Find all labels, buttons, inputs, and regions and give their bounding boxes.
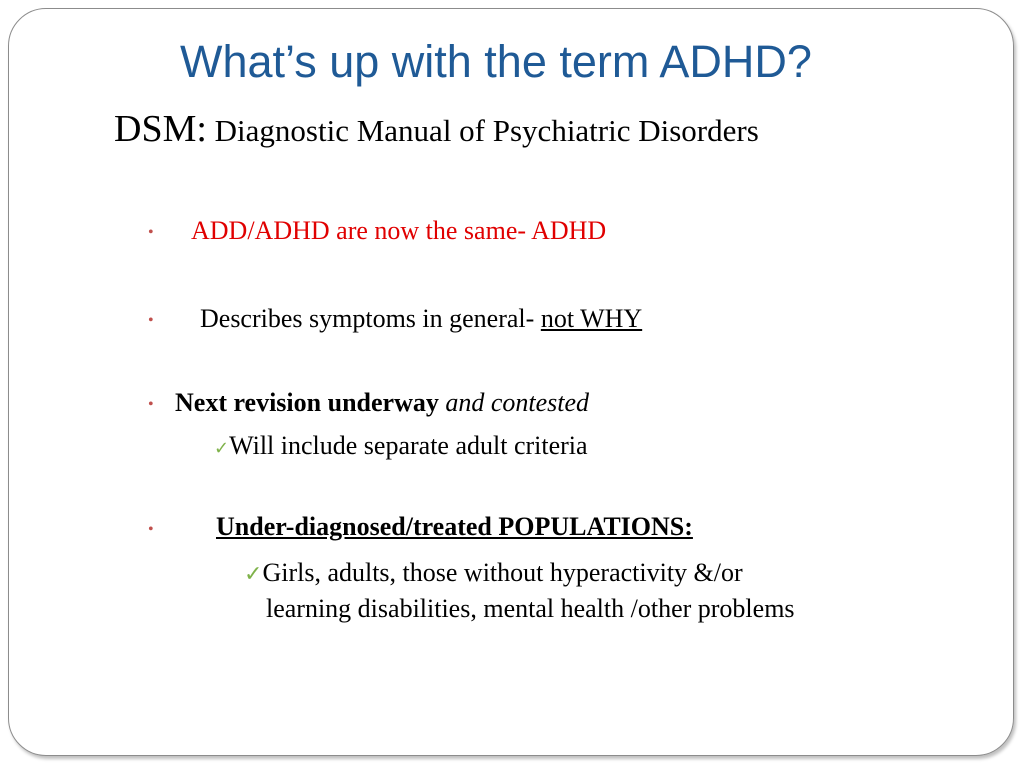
slide-subtitle [114, 107, 759, 151]
bullet-item-2 [200, 304, 642, 334]
bullet-dot: • [148, 224, 154, 241]
bullet-dot: • [148, 312, 154, 329]
sub-bullet-1 [214, 431, 588, 461]
bullet-item-3 [175, 388, 589, 418]
bullet-item-2-text: Describes symptoms in general- [200, 304, 541, 333]
subtitle-abbreviation: DSM: [114, 108, 207, 150]
bullet-item-3-bold: Next revision underway [175, 388, 439, 417]
sub-bullet-2 [244, 558, 743, 588]
bullet-item-4: Under-diagnosed/treated POPULATIONS: [216, 512, 693, 541]
bullet-item-1: ADD/ADHD are now the same- ADHD [191, 216, 607, 245]
subtitle-description: Diagnostic Manual of Psychiatric Disorders [206, 113, 759, 148]
sub-bullet-1-text: Will include separate adult criteria [229, 431, 588, 460]
bullet-dot: • [148, 521, 154, 538]
sub-bullet-2-continuation: learning disabilities, mental health /other problems [266, 594, 795, 623]
bullet-item-3-italic: and contested [438, 388, 590, 417]
sub-bullet-2-line-1: Girls, adults, those without hyperactivity &/or [262, 558, 743, 587]
slide-title: What’s up with the term ADHD? [180, 36, 812, 87]
bullet-item-2-emphasis: not WHY [540, 304, 643, 333]
bullet-dot: • [148, 396, 154, 413]
checkmark-icon: ✓ [244, 562, 263, 587]
checkmark-icon: ✓ [214, 438, 230, 459]
